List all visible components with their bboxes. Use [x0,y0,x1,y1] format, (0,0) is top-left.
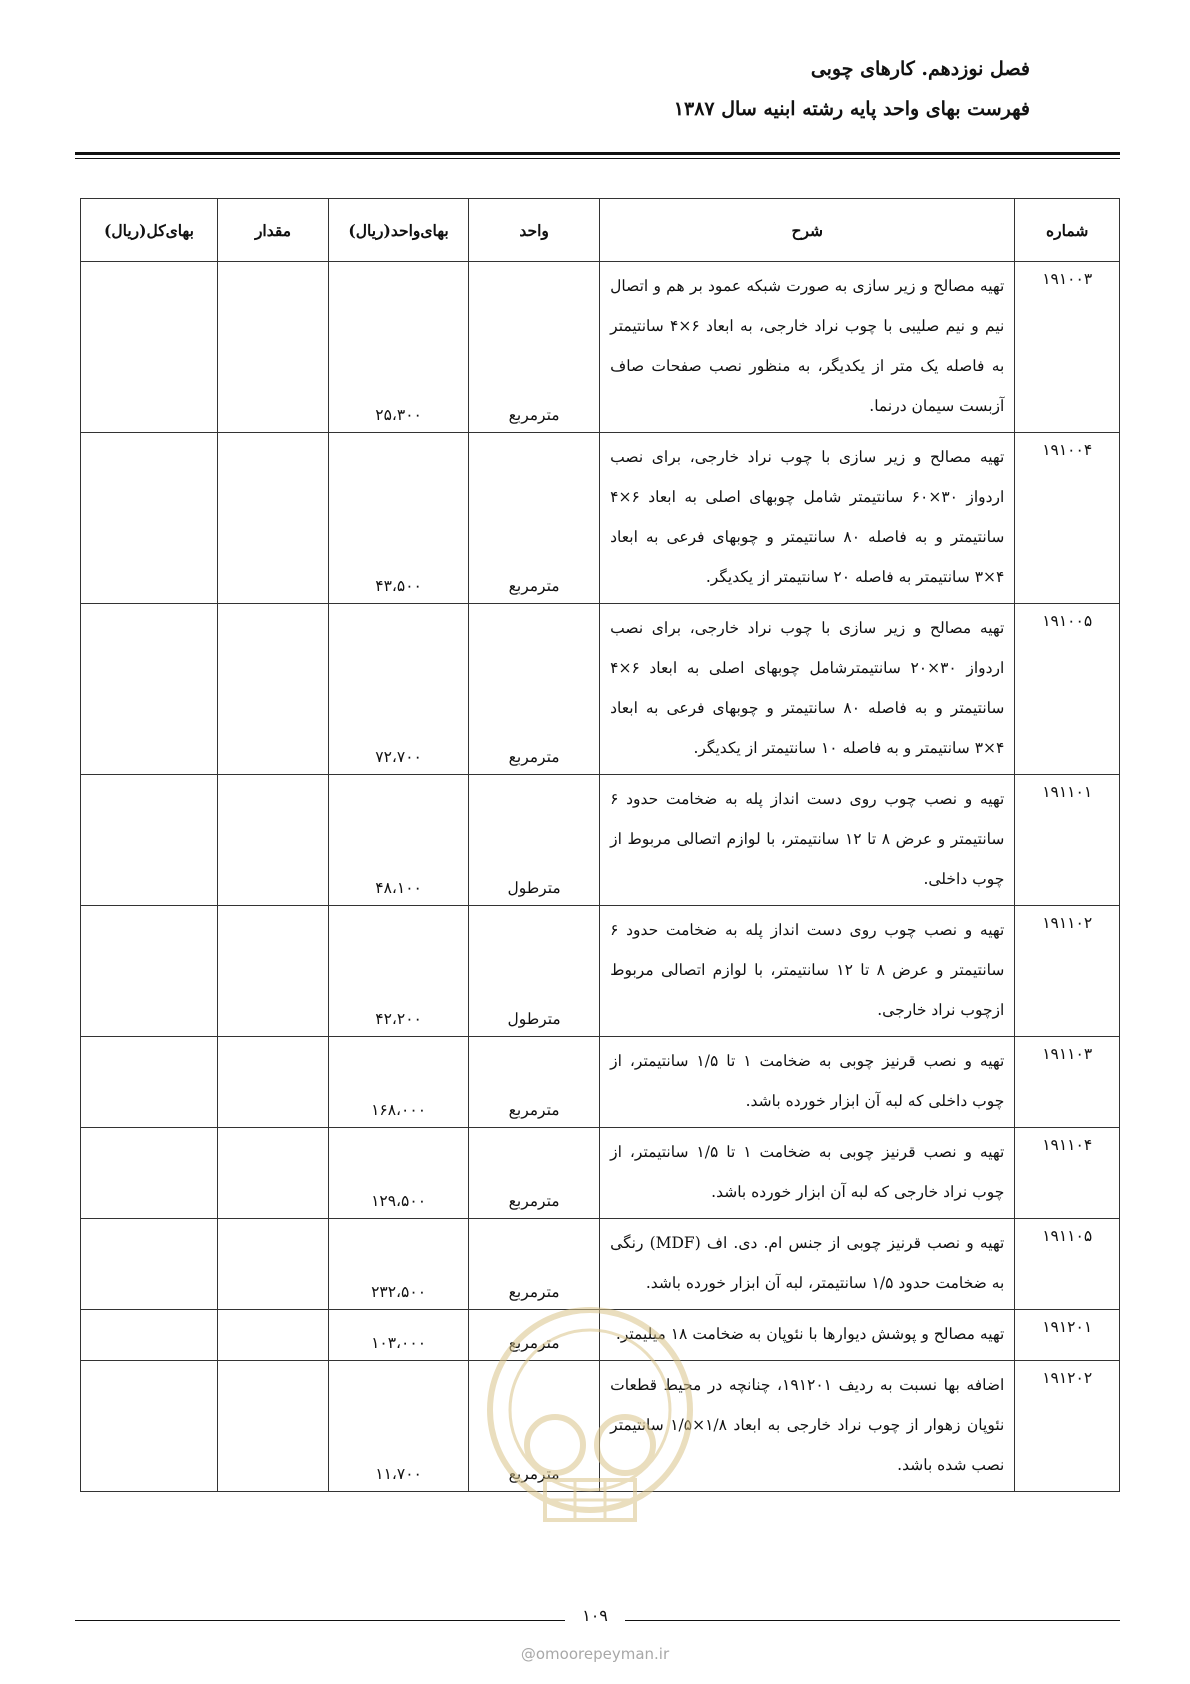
item-total-price [81,433,218,604]
item-description: تهیه مصالح و زیر سازی با چوب نراد خارجی، برای نصب اردواز ۳۰×۲۰ سانتیمترشامل چوبهای اصلی به ابعاد ۶×۴ سانتیمتر و به فاصله ۸۰ سانتیمتر و چوبهای فرعی به ابعاد ۴×۳ سانتیمتر و به فاصله ۱۰ سانتیمتر از یکدیگر. [600,604,1015,775]
document-subtitle: فهرست بهای واحد پایه رشته ابنیه سال ۱۳۸۷ [673,98,1030,120]
item-quantity [217,775,328,906]
item-number: ۱۹۱۰۰۳ [1015,262,1120,433]
item-unit: مترمربع [469,1361,600,1492]
header-rule-thick [75,152,1120,155]
item-unit: مترمربع [469,1037,600,1128]
chapter-title: فصل نوزدهم. کارهای چوبی [810,58,1030,80]
item-unit-price: ۲۳۲،۵۰۰ [329,1219,469,1310]
item-description: اضافه بها نسبت به ردیف ۱۹۱۲۰۱، چنانچه در محیط قطعات نئوپان زهوار از چوب نراد خارجی به ابعاد ۱/۸×۱/۵ سانتیمتر نصب شده باشد. [600,1361,1015,1492]
item-unit: مترمربع [469,1219,600,1310]
item-unit-price: ۲۵،۳۰۰ [329,262,469,433]
price-list-table [80,198,1120,1492]
item-number: ۱۹۱۲۰۱ [1015,1310,1120,1361]
item-number: ۱۹۱۲۰۲ [1015,1361,1120,1492]
table-header-row [81,199,1120,262]
item-unit-price: ۱۶۸،۰۰۰ [329,1037,469,1128]
column-header-unit: واحد [469,199,600,262]
item-unit: مترمربع [469,1128,600,1219]
item-quantity [217,1219,328,1310]
item-unit-price: ۱۰۳،۰۰۰ [329,1310,469,1361]
watermark-url: @omoorepeyman.ir [520,1645,670,1663]
item-description: تهیه و نصب چوب روی دست انداز پله به ضخامت حدود ۶ سانتیمتر و عرض ۸ تا ۱۲ سانتیمتر، با لوازم اتصالی مربوط ازچوب نراد خارجی. [600,906,1015,1037]
item-total-price [81,1128,218,1219]
item-quantity [217,604,328,775]
item-number: ۱۹۱۰۰۵ [1015,604,1120,775]
page-number: ۱۰۹ [565,1606,625,1625]
item-unit: مترمربع [469,1310,600,1361]
table-row [81,262,1120,433]
table-row [81,604,1120,775]
item-unit-price: ۴۳،۵۰۰ [329,433,469,604]
item-unit-price: ۴۲،۲۰۰ [329,906,469,1037]
item-total-price [81,262,218,433]
item-number: ۱۹۱۱۰۱ [1015,775,1120,906]
item-quantity [217,262,328,433]
item-total-price [81,775,218,906]
item-number: ۱۹۱۱۰۲ [1015,906,1120,1037]
column-header-unit-price: بهای‌واحد(ریال) [329,199,469,262]
table-row [81,1219,1120,1310]
item-unit-price: ۴۸،۱۰۰ [329,775,469,906]
item-unit-price: ۱۲۹،۵۰۰ [329,1128,469,1219]
column-header-quantity: مقدار [217,199,328,262]
item-number: ۱۹۱۱۰۳ [1015,1037,1120,1128]
item-unit-price: ۱۱،۷۰۰ [329,1361,469,1492]
item-quantity [217,433,328,604]
item-quantity [217,1310,328,1361]
item-description: تهیه و نصب چوب روی دست انداز پله به ضخامت حدود ۶ سانتیمتر و عرض ۸ تا ۱۲ سانتیمتر، با لوازم اتصالی مربوط از چوب داخلی. [600,775,1015,906]
item-number: ۱۹۱۰۰۴ [1015,433,1120,604]
table-row [81,1037,1120,1128]
item-total-price [81,906,218,1037]
item-unit: مترطول [469,775,600,906]
item-quantity [217,906,328,1037]
table-row [81,1361,1120,1492]
table-row [81,433,1120,604]
item-total-price [81,604,218,775]
item-total-price [81,1219,218,1310]
table-row [81,1310,1120,1361]
item-number: ۱۹۱۱۰۵ [1015,1219,1120,1310]
item-total-price [81,1310,218,1361]
table-row [81,775,1120,906]
column-header-total-price: بهای‌کل(ریال) [81,199,218,262]
item-total-price [81,1361,218,1492]
item-number: ۱۹۱۱۰۴ [1015,1128,1120,1219]
item-unit: مترمربع [469,433,600,604]
header-rule-thin [75,158,1120,159]
page-header [30,58,1030,120]
item-quantity [217,1128,328,1219]
item-unit: مترطول [469,906,600,1037]
column-header-description: شرح [600,199,1015,262]
item-quantity [217,1361,328,1492]
item-unit: مترمربع [469,262,600,433]
item-description: تهیه و نصب قرنیز چوبی به ضخامت ۱ تا ۱/۵ سانتیمتر، از چوب نراد خارجی که لبه آن ابزار خورده باشد. [600,1128,1015,1219]
table-row [81,1128,1120,1219]
item-description: تهیه مصالح و پوشش دیوارها با نئوپان به ضخامت ۱۸ میلیمتر. [600,1310,1015,1361]
item-total-price [81,1037,218,1128]
item-description: تهیه و نصب قرنیز چوبی به ضخامت ۱ تا ۱/۵ سانتیمتر، از چوب داخلی که لبه آن ابزار خورده باشد. [600,1037,1015,1128]
table-row [81,906,1120,1037]
item-unit-price: ۷۲،۷۰۰ [329,604,469,775]
item-description: تهیه و نصب قرنیز چوبی از جنس ام. دی. اف (MDF) رنگی به ضخامت حدود ۱/۵ سانتیمتر، لبه آن ابزار خورده باشد. [600,1219,1015,1310]
item-description: تهیه مصالح و زیر سازی به صورت شبکه عمود بر هم و اتصال نیم و نیم صلیبی با چوب نراد خارجی، به ابعاد ۶×۴ سانتیمتر به فاصله یک متر از یکدیگر، به منظور نصب صفحات صاف آزبست سیمان درنما. [600,262,1015,433]
column-header-number: شماره [1015,199,1120,262]
item-description: تهیه مصالح و زیر سازی با چوب نراد خارجی، برای نصب اردواز ۳۰×۶۰ سانتیمتر شامل چوبهای اصلی به ابعاد ۶×۴ سانتیمتر و به فاصله ۸۰ سانتیمتر و چوبهای فرعی به ابعاد ۴×۳ سانتیمتر به فاصله ۲۰ سانتیمتر از یکدیگر. [600,433,1015,604]
item-unit: مترمربع [469,604,600,775]
item-quantity [217,1037,328,1128]
